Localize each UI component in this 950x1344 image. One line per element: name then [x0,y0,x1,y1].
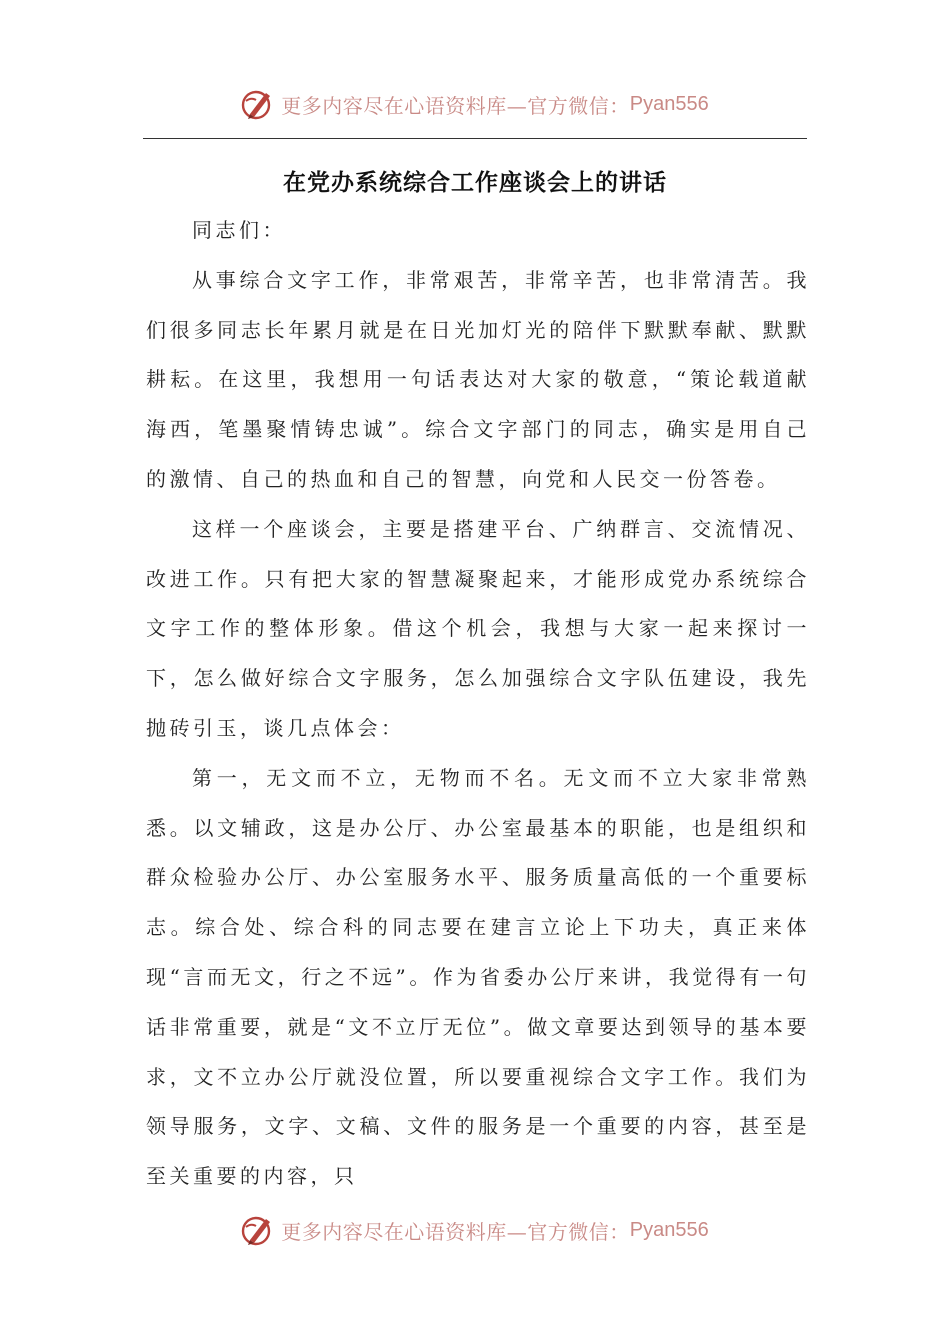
header-divider [143,138,807,139]
wechat-id: Pyan556 [629,1218,709,1241]
watermark-text: 更多内容尽在心语资料库—官方微信： [281,93,630,118]
document-title: 在党办系统综合工作座谈会上的讲话 [283,170,667,196]
document-body [146,206,810,1202]
salutation: 同志们： [192,218,286,242]
body-paragraph: 从事综合文字工作，非常艰苦，非常辛苦，也非常清苦。我们很多同志长年累月就是在日光加灯光的陪伴下默默奉献、默默耕耘。在这里，我想用一句话表达对大家的敬意，“策论载道献海西，笔墨聚情铸忠诚”。综合文字部门的同志，确实是用自己的激情、自己的热血和自己的智慧，向党和人民交一份答卷。 [146,267,810,491]
watermark-text: 更多内容尽在心语资料库—官方微信： [281,1219,630,1244]
body-paragraph: 第一，无文而不立，无物而不名。无文而不立大家非常熟悉。以文辅政，这是办公厅、办公室最基本的职能，也是组织和群众检验办公厅、办公室服务水平、服务质量高低的一个重要标志。综合处、综合科的同志要在建言立论上下功夫，真正来体现“言而无文，行之不远”。作为省委办公厅来讲，我觉得有一句话非常重要，就是“文不立厅无位”。做文章要达到领导的基本要求，文不立办公厅就没位置，所以要重视综合文字工作。我们为领导服务，文字、文稿、文件的服务是一个重要的内容，甚至是至关重要的内容，只 [146,765,810,1189]
header-watermark [0,82,950,126]
wechat-id: Pyan556 [629,92,709,115]
pen-logo-icon [241,1213,275,1247]
footer-watermark [0,1208,950,1252]
pen-logo-icon [241,87,275,121]
body-paragraph: 这样一个座谈会，主要是搭建平台、广纳群言、交流情况、改进工作。只有把大家的智慧凝聚起来，才能形成党办系统综合文字工作的整体形象。借这个机会，我想与大家一起来探讨一下，怎么做好综合文字服务，怎么加强综合文字队伍建设，我先抛砖引玉，谈几点体会： [146,516,810,740]
